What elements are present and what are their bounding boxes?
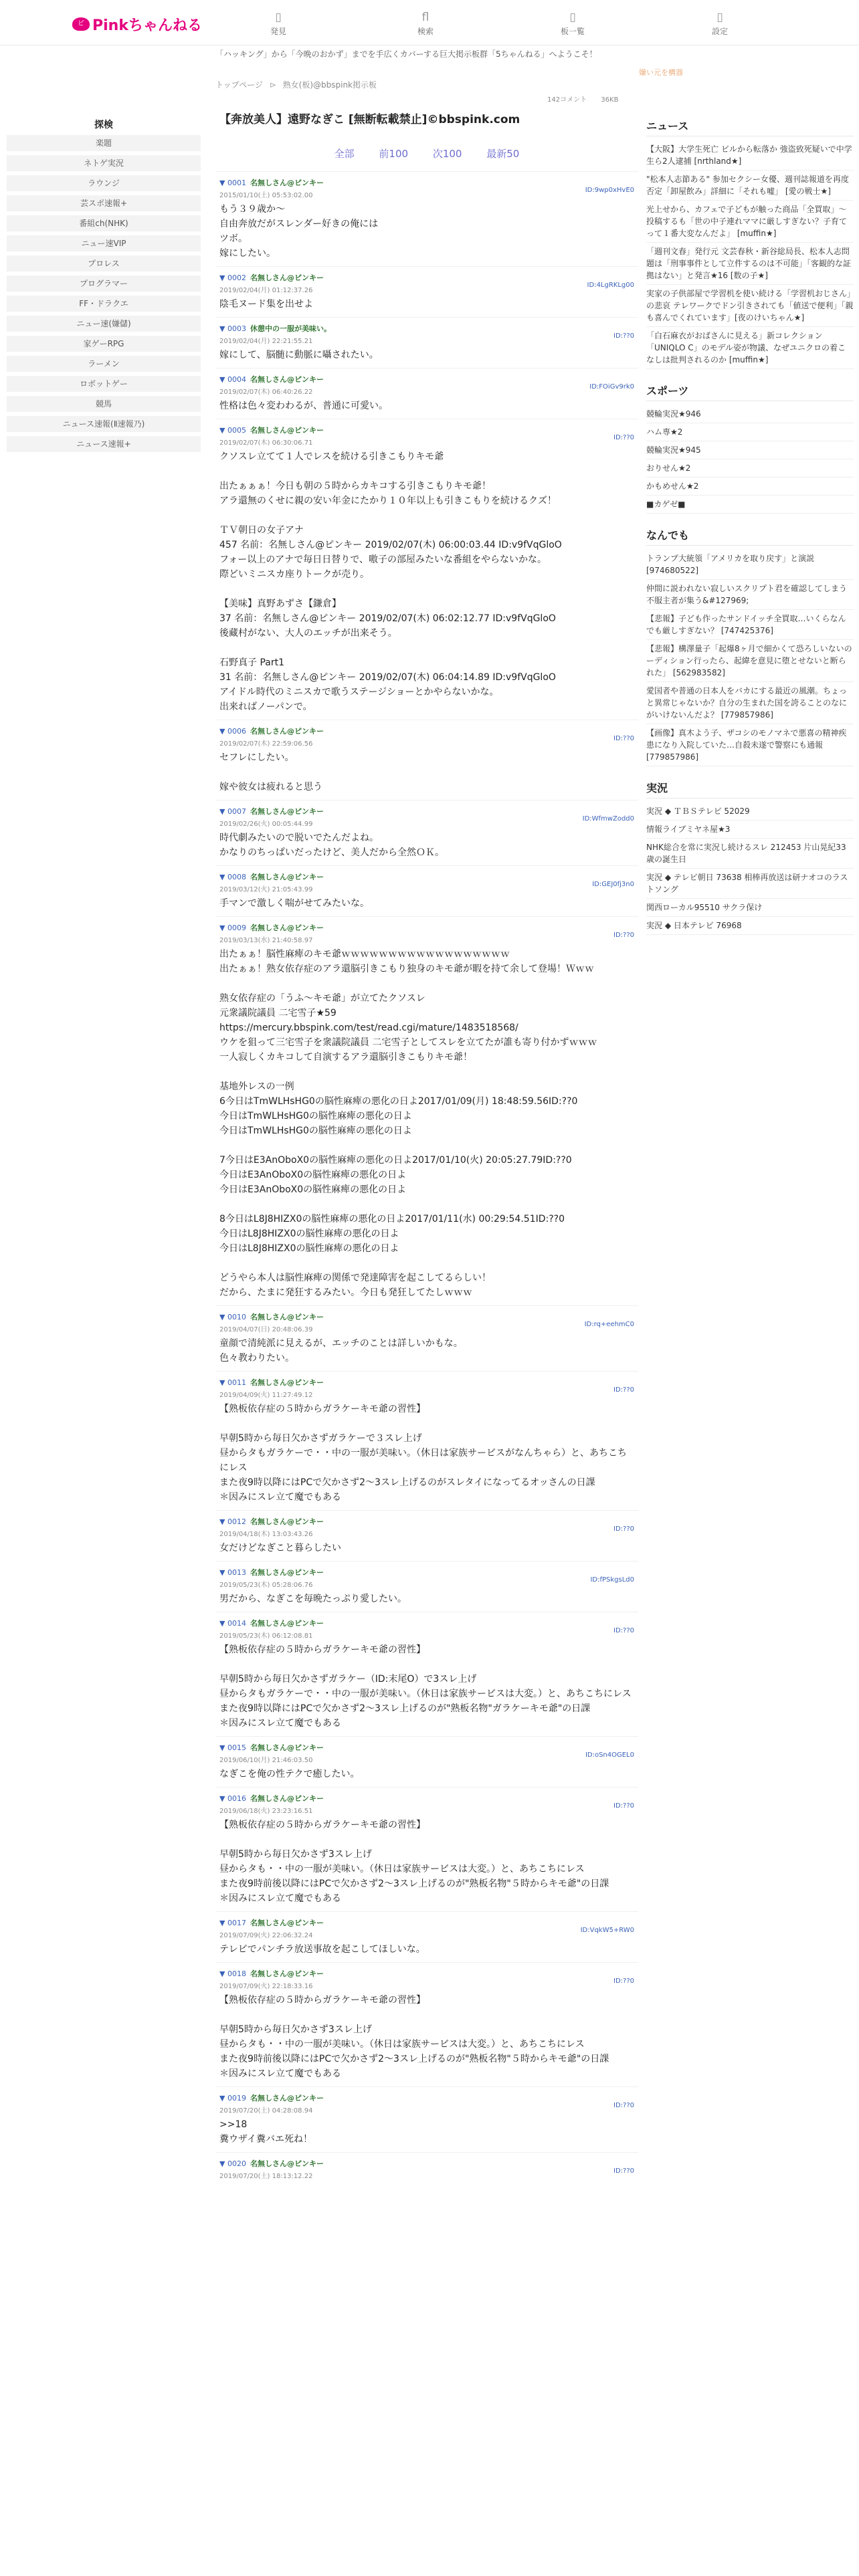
- post-item: [215, 1911, 638, 1962]
- post-list: [215, 171, 638, 2188]
- post-item: [215, 1305, 638, 1371]
- post-item: [215, 1371, 638, 1510]
- post-toggle-icon[interactable]: ▼: [219, 1743, 227, 1752]
- post-number[interactable]: 0012: [227, 1517, 246, 1526]
- misc-item: [646, 640, 854, 682]
- post-author: 名無しさん@ピンキー: [250, 1568, 324, 1577]
- post-id[interactable]: ID:4LgRKLg00: [587, 282, 634, 289]
- sidebar-item[interactable]: ニュー速VIP: [7, 235, 201, 251]
- misc-link[interactable]: 【悲報】構澤量子「起爆8ヶ月で細かくて恐ろしいないのーディション行ったら、起緯を意見に堕とせないと断られた」 [562983582]: [646, 644, 852, 677]
- post-author: 名無しさん@ピンキー: [250, 1743, 324, 1752]
- post-item: [215, 1612, 638, 1736]
- post-number[interactable]: 0009: [227, 924, 246, 932]
- sidebar-item[interactable]: ロボットゲー: [7, 376, 201, 392]
- news-item: [646, 140, 854, 171]
- post-toggle-icon[interactable]: ▼: [219, 924, 227, 932]
- post-author: 名無しさん@ピンキー: [250, 924, 324, 932]
- post-number[interactable]: 0015: [227, 1743, 246, 1752]
- news-link[interactable]: 「白石麻衣がおばさんに見える」新コレクション「UNIQLO C」のモデル姿が物議、なぜユニクロの着こなしは批判されるのか [muffin★]: [646, 331, 846, 364]
- post-item: [215, 317, 638, 368]
- post-header: [219, 726, 634, 736]
- post-number[interactable]: 0013: [227, 1568, 246, 1577]
- post-author: 名無しさん@ピンキー: [250, 1919, 324, 1927]
- post-body: 【熟板依存症の５時からガラケーキモ爺の習性】 早朝5時から毎日欠かさず3スレ上げ 昼からタも・・中の一服が美味い。（休日は家族サービスは大変。）と、あちこちにレス また夜9時前後以降にはPCで欠かさず2〜3スレ上げるのが"熟板名物"５時からキモ爺"の日課 ＊因みにスレ立て魔でもある: [219, 1820, 609, 1904]
- thread-meta: [535, 94, 618, 104]
- post-id[interactable]: ID:rq+eehmC0: [584, 1321, 634, 1328]
- post-body: 女だけどなぎこと暮らしたい: [219, 1543, 341, 1553]
- post-author: 名無しさん@ピンキー: [250, 1517, 324, 1526]
- post-header: [219, 2092, 634, 2103]
- post-date: 2019/06/10(月) 21:46:03.50: [219, 1757, 313, 1764]
- misc-item: [646, 682, 854, 724]
- misc-item: [646, 610, 854, 640]
- post-id[interactable]: ID:??0: [613, 1386, 634, 1394]
- post-author: 名無しさん@ピンキー: [250, 2159, 324, 2168]
- post-number[interactable]: 0010: [227, 1313, 246, 1321]
- post-body: 【熟板依存症の５時からガラケーキモ爺の習性】 早朝5時から毎日欠かさず3スレ上げ 昼からタも・・中の一服が美味い。（休日は家族サービスは大変。）と、あちこちにレス また夜9時前後以降にはPCで欠かさず2〜3スレ上げるのが"熟板名物"５時からキモ爺"の日課 ＊因みにスレ立て魔でもある: [219, 1995, 609, 2079]
- sports-link[interactable]: ■カゲゼ■: [646, 500, 686, 509]
- post-number[interactable]: 0007: [227, 807, 246, 816]
- post-id[interactable]: ID:oSn4OGEL0: [585, 1751, 634, 1759]
- post-body: >>18 糞ウザイ糞バエ死ね！: [219, 2119, 313, 2145]
- post-header: [219, 2158, 634, 2169]
- post-item: [215, 1736, 638, 1787]
- post-header: [219, 1516, 634, 1527]
- sports-link[interactable]: 競輪実況★946: [646, 409, 701, 419]
- post-id[interactable]: ID:??0: [613, 1525, 634, 1533]
- post-number[interactable]: 0016: [227, 1794, 246, 1803]
- sports-link[interactable]: 競輪実況★945: [646, 445, 701, 455]
- sidebar-item[interactable]: 競馬: [7, 396, 201, 412]
- sidebar-item[interactable]: ニュース速報(Ⅱ速報乃): [7, 416, 201, 432]
- post-toggle-icon[interactable]: ▼: [219, 2159, 227, 2168]
- misc-link[interactable]: トランプ大統領「アメリカを取り戻す」と演説 [974680522]: [646, 554, 815, 575]
- breadcrumb-separator: ⊳: [269, 80, 276, 90]
- post-item: [215, 1787, 638, 1911]
- post-body: なぎこを俺の性テクで癒したい。: [219, 1769, 360, 1780]
- live-item: [646, 899, 854, 917]
- sidebar-item[interactable]: FF・ドラクエ: [7, 296, 201, 312]
- post-id[interactable]: ID:GEJ0fj3n0: [592, 881, 634, 888]
- sidebar-item[interactable]: ネトゲ実況: [7, 155, 201, 171]
- misc-link[interactable]: 愛国者や普通の日本人をバカにする最近の風潮。ちょっと異常じゃないか？自分の生まれた国を誇ることのなにがいけないんだよ？ [779857986]: [646, 686, 848, 720]
- post-id[interactable]: ID:FOiGv9rk0: [589, 383, 634, 391]
- pager-prev100[interactable]: 前100: [379, 148, 409, 160]
- live-link[interactable]: 実況 ◆ テレビ朝日 73638 相棒再放送は研ナオコのラストソング: [646, 873, 848, 894]
- site-header: [0, 0, 859, 45]
- post-date: 2019/03/12(火) 21:05:43.99: [219, 886, 313, 893]
- post-header: [219, 806, 634, 817]
- post-author: 名無しさん@ピンキー: [250, 2094, 324, 2103]
- post-author: 名無しさん@ピンキー: [250, 426, 324, 435]
- post-number[interactable]: 0005: [227, 426, 246, 435]
- post-date: 2019/07/20(土) 04:28:08.94: [219, 2107, 313, 2115]
- post-header: [219, 1968, 634, 1979]
- post-number[interactable]: 0002: [227, 274, 246, 282]
- sidebar-item[interactable]: ラーメン: [7, 356, 201, 372]
- post-date: 2019/02/04(月) 01:12:37.26: [219, 287, 313, 294]
- welcome-notice: 「ハッキング」から「今晩のおかず」までを手広くカバーする巨大掲示板群「5ちゃんねる」へようこそ！: [215, 49, 597, 59]
- news-link[interactable]: 実家の子供部屋で学習机を使い続ける「学習机おじさん」の悲哀 テレワークでドン引きされても「値送で便利」「親も喜んでくれています」[夜のけいちゃん★]: [646, 289, 854, 322]
- live-item: [646, 917, 854, 935]
- post-item: [215, 800, 638, 865]
- post-date: 2019/07/20(土) 18:13:12.22: [219, 2173, 313, 2180]
- news-title: ニュース: [646, 118, 854, 136]
- post-author: 名無しさん@ピンキー: [250, 179, 324, 187]
- post-body: 手マンで激しく喘がせてみたいな。: [219, 898, 369, 909]
- post-author: 名無しさん@ピンキー: [250, 1969, 324, 1978]
- nav-discover[interactable]: ▯ 発見: [245, 9, 312, 37]
- misc-item: [646, 724, 854, 766]
- post-date: 2019/02/04(月) 22:21:55.21: [219, 338, 313, 345]
- sports-link[interactable]: かもめせん★2: [646, 481, 699, 491]
- news-link[interactable]: 「週刊文春」発行元 文芸春秋・新谷総局長、松本人志問題は「刑事事件として立件するのは不可能」「客観的な証拠はない」と発言★16 [数の子★]: [646, 247, 852, 280]
- post-toggle-icon[interactable]: ▼: [219, 1919, 227, 1927]
- post-header: [219, 1311, 634, 1322]
- post-number[interactable]: 0020: [227, 2159, 246, 2168]
- post-toggle-icon[interactable]: ▼: [219, 2094, 227, 2103]
- post-body: 時代劇みたいので脱いでたんだよね。 かなりのちっぱいだったけど、美人だから全然ＯＫ。: [219, 833, 444, 858]
- nav-settings[interactable]: ▯ 設定: [686, 9, 753, 37]
- sports-link[interactable]: ハム専★2: [646, 427, 683, 437]
- post-header: [219, 425, 634, 435]
- post-item: [215, 865, 638, 916]
- thread-pager: [215, 146, 638, 160]
- post-date: 2019/07/09(火) 22:18:33.16: [219, 1983, 313, 1990]
- logo-text: Pinkちゃんねる: [92, 17, 202, 34]
- site-logo[interactable]: [72, 15, 202, 33]
- post-header: [219, 272, 634, 283]
- news-section: [646, 118, 854, 369]
- post-date: 2019/04/18(木) 13:03:43.26: [219, 1531, 313, 1538]
- live-item: [646, 869, 854, 899]
- post-header: [219, 1917, 634, 1928]
- post-id[interactable]: ID:9wp0xHvE0: [585, 187, 634, 194]
- post-id[interactable]: ID:WfmwZodd0: [582, 815, 634, 823]
- post-toggle-icon[interactable]: ▼: [219, 426, 227, 435]
- post-item: [215, 368, 638, 419]
- pager-all[interactable]: 全部: [334, 148, 355, 160]
- post-toggle-icon[interactable]: ▼: [219, 807, 227, 816]
- post-id[interactable]: ID:??0: [613, 2167, 634, 2175]
- post-number[interactable]: 0017: [227, 1919, 246, 1927]
- post-number[interactable]: 0001: [227, 179, 246, 187]
- post-toggle-icon[interactable]: ▼: [219, 727, 227, 736]
- live-item: [646, 839, 854, 869]
- misc-item: [646, 580, 854, 610]
- post-id[interactable]: ID:??0: [613, 2102, 634, 2109]
- live-link[interactable]: 関西ローカル95510 サクラ保け: [646, 903, 763, 912]
- post-body: 男だから、なぎこを毎晩たっぷり愛したい。: [219, 1594, 407, 1604]
- post-header: [219, 1793, 634, 1804]
- post-toggle-icon[interactable]: ▼: [219, 873, 227, 881]
- board-list-icon: ▯: [569, 11, 576, 24]
- sports-section: [646, 383, 854, 514]
- post-item: [215, 1962, 638, 2086]
- post-toggle-icon[interactable]: ▼: [219, 375, 227, 384]
- post-id[interactable]: ID:fPSkgsLd0: [590, 1576, 634, 1584]
- post-toggle-icon[interactable]: ▼: [219, 1378, 227, 1387]
- post-header: [219, 177, 634, 188]
- nav-board-list[interactable]: ▯ 板一覧: [539, 9, 606, 37]
- post-item: [215, 171, 638, 266]
- left-sidebar: [0, 118, 207, 456]
- post-toggle-icon[interactable]: ▼: [219, 1568, 227, 1577]
- discover-icon: ▯: [275, 11, 282, 24]
- sidebar-item[interactable]: 家ゲーRPG: [7, 336, 201, 352]
- post-author: 名無しさん@ピンキー: [250, 873, 324, 881]
- misc-link[interactable]: 【悲報】子ども作ったサンドイッチ全買取…いくらなんでも厳しすぎない？ [747425376]: [646, 614, 846, 635]
- keyword-link[interactable]: 嫌い元を構器: [639, 68, 683, 77]
- news-item: [646, 327, 854, 369]
- post-body: 出たぁぁ！脳性麻痺のキモ爺ｗｗｗｗｗｗｗｗｗｗｗｗｗｗｗｗｗｗ 出たぁぁ！熟女依存症のアラ還脳引きこもり独身のキモ爺が暇を持て余して登場！Ｗｗｗ 熟女依存症の「うふ〜キモ爺」が立てたクソスレ 元衆議院議員 二宅雪子★59 https://mercury.bbspink.com/test/read.cgi/mature/1483518568/ ウケを狙って三宅雪子を衆議院議員 二宅雪子としてスレを立てたが誰も寄り付かずｗｗｗ 一人寂しくカキコして自演するアラ還脳引きこもりキモ爺！ 基地外レスの一例 6今日はTmWLHsHG0の脳性麻痺の悪化の日よ2017/01/09(月) 18:48:59.56ID:??0 今日はTmWLHsHG0の脳性麻痺の悪化の日よ 今日はTmWLHsHG0の脳性麻痺の悪化の日よ 7今日はE3AnOboX0の脳性麻痺の悪化の日よ2017/01/10(火) 20:05:27.79ID:??0 今日はE3AnOboX0の脳性麻痺の悪化の日よ 今日はE3AnOboX0の脳性麻痺の悪化の日よ 8今日はL8J8HIZX0の脳性麻痺の悪化の日よ2017/01/11(水) 00:29:54.51ID:??0 今日はL8J8HIZX0の脳性麻痺の悪化の日よ 今日はL8J8HIZX0の脳性麻痺の悪化の日よ どうやら本人は脳性麻痺の関係で発達障害を起こしてるらしい！ だから、たまに発狂するみたい。今日も発狂してたしｗｗｗ: [219, 949, 597, 1298]
- post-date: 2019/05/23(木) 06:12:08.81: [219, 1632, 313, 1640]
- post-id[interactable]: ID:??0: [613, 932, 634, 939]
- post-header: [219, 323, 634, 334]
- sports-title: スポーツ: [646, 383, 854, 401]
- post-body: テレビでパンチラ放送事故を起こしてほしいな。: [219, 1944, 425, 1955]
- post-body: クソスレ立てて１人でレスを続ける引きこもりキモ爺 出たぁぁぁ！今日も朝の５時からカキコする引きこもりキモ爺！ アラ還無のくせに親の安い年金にたかり１０年以上も引きこもりを続けるクズ！ ＴＶ朝日の女子アナ 457 名前：名無しさん@ピンキー 2019/02/07(木) 06:00:03.44 ID:v9fVqGloO フォー以上のアナで毎日日替りで、嗷子の部屋みたいな番組をやらないかな。 際どいミニスカ座りトークが売り。 【美味】真野あずさ【鎌倉】 37 名前：名無しさん@ピンキー 2019/02/07(木) 06:02:12.77 ID:v9fVqGloO 後藏村がない、大人のエッチが出来そう。 石野真子 Part1 31 名前：名無しさん@ピンキー 2019/02/07(木) 06:04:14.89 ID:v9fVqGloO アイドル時代のミニスカで歌うステージショーとかやらないかな。 出来ればノーパンで。: [219, 451, 562, 712]
- sidebar-item[interactable]: プログラマー: [7, 276, 201, 292]
- post-number[interactable]: 0006: [227, 727, 246, 736]
- sports-item: [646, 477, 854, 496]
- post-item: [215, 1561, 638, 1612]
- misc-link[interactable]: 仲間に説われない寂しいスクリプト君を確認してしまう不服主者が集う&#127969;: [646, 584, 848, 605]
- post-author: 名無しさん@ピンキー: [250, 807, 324, 816]
- post-id[interactable]: ID:??0: [613, 1977, 634, 1985]
- post-date: 2019/05/23(木) 05:28:06.76: [219, 1582, 313, 1589]
- post-author: 休憩中の一服が美味い。: [250, 324, 331, 333]
- post-date: 2019/03/13(水) 21:40:58.97: [219, 937, 313, 944]
- post-body: 【熟板依存症の５時からガラケーキモ爺の習性】 早朝5時から毎日欠かさずガラケーで３スレ上げ 昼からタもガラケーで・・中の一服が美味い。（休日は家族サービスがなんちゃら）と、あちこちにレス また夜9時以降にはPCで欠かさず2〜3スレ上げるのがスレタイになってるオッさんの日課 ＊因みにスレ立て魔でもある: [219, 1404, 627, 1503]
- sidebar-item[interactable]: ニュース速報+: [7, 436, 201, 452]
- post-body: 性格は色々変わわるが、普通に可愛い。: [219, 401, 388, 411]
- news-item: [646, 285, 854, 327]
- live-link[interactable]: 実況 ◆ ＴＢＳテレビ 52029: [646, 807, 750, 816]
- news-item: [646, 171, 854, 201]
- post-body: 嫁にして、脳髄に動脈に囁されたい。: [219, 350, 379, 360]
- misc-section: [646, 527, 854, 766]
- breadcrumb-board[interactable]: 熟女(板)@bbspink掲示板: [282, 80, 377, 90]
- nav-search[interactable]: fl 検索: [392, 9, 459, 37]
- post-body: セフレにしたい。 嫁や彼女は疲れると思う: [219, 752, 322, 792]
- post-header: [219, 871, 634, 882]
- search-icon: fl: [421, 11, 430, 24]
- misc-item: [646, 550, 854, 580]
- post-date: 2019/06/18(火) 23:23:16.51: [219, 1808, 313, 1815]
- post-item: [215, 720, 638, 800]
- news-item: [646, 243, 854, 285]
- post-body: 童顔で清純派に見えるが、エッチのことは詳しいかもな。 色々教わりたい。: [219, 1338, 463, 1364]
- live-link[interactable]: 情報ライブミヤネ屋★3: [646, 825, 731, 834]
- sidebar-item[interactable]: 楽題: [7, 135, 201, 151]
- sidebar-item[interactable]: 芸スポ速報+: [7, 195, 201, 211]
- news-link[interactable]: 【大阪】大学生死亡 ビルから転落か 強盗致死疑いで中学生ら2人逮捕 [nrthland★]: [646, 144, 852, 166]
- post-header: [219, 1567, 634, 1578]
- post-toggle-icon[interactable]: ▼: [219, 324, 227, 333]
- post-item: [215, 419, 638, 720]
- post-date: 2019/02/07(木) 06:30:06.71: [219, 439, 313, 447]
- post-date: 2019/04/09(火) 11:27:49.12: [219, 1392, 313, 1399]
- post-item: [215, 916, 638, 1305]
- post-number[interactable]: 0014: [227, 1619, 246, 1628]
- post-number[interactable]: 0019: [227, 2094, 246, 2103]
- sports-link[interactable]: おりせん★2: [646, 463, 691, 473]
- sports-item: [646, 405, 854, 423]
- news-link[interactable]: "松本人志節ある" 参加セクシー女優、週刊誌報道を再度否定「卸屋飲み」詳細に「それも嘘」 [愛の戦士★]: [646, 175, 849, 196]
- misc-link[interactable]: 【画像】真木よう子、ザコシのモノマネで悪喜の精神疾患になり入院していた…自殺未遂で警察にも通報 [779857986]: [646, 728, 847, 762]
- post-author: 名無しさん@ピンキー: [250, 1378, 324, 1387]
- news-item: [646, 201, 854, 243]
- post-author: 名無しさん@ピンキー: [250, 274, 324, 282]
- post-date: 2019/04/07(日) 20:48:06.39: [219, 1326, 313, 1333]
- sports-item: [646, 441, 854, 459]
- sidebar-title: 探検: [94, 120, 113, 130]
- live-item: [646, 802, 854, 821]
- post-id[interactable]: ID:??0: [613, 434, 634, 441]
- post-header: [219, 922, 634, 933]
- live-link[interactable]: 実況 ◆ 日本テレビ 76968: [646, 921, 742, 930]
- post-author: 名無しさん@ピンキー: [250, 375, 324, 384]
- post-id[interactable]: ID:VqkW5+RW0: [580, 1927, 634, 1934]
- post-body: 陰毛ヌード集を出せよ: [219, 299, 313, 310]
- gear-icon: ▯: [717, 11, 723, 24]
- post-toggle-icon[interactable]: ▼: [219, 1619, 227, 1628]
- thread-main: [215, 107, 638, 2188]
- post-toggle-icon[interactable]: ▼: [219, 1969, 227, 1978]
- post-author: 名無しさん@ピンキー: [250, 1619, 324, 1628]
- post-author: 名無しさん@ピンキー: [250, 727, 324, 736]
- post-header: [219, 1377, 634, 1388]
- logo-icon: ピ: [72, 17, 90, 31]
- post-item: [215, 266, 638, 317]
- post-item: [215, 2152, 638, 2188]
- post-body: もう３９歳か〜 自由奔放だがスレンダー好きの俺には ツボ。 嫁にしたい。: [219, 204, 379, 259]
- post-toggle-icon[interactable]: ▼: [219, 1313, 227, 1321]
- post-item: [215, 1510, 638, 1561]
- post-toggle-icon[interactable]: ▼: [219, 274, 227, 282]
- sports-item: [646, 423, 854, 441]
- post-id[interactable]: ID:??0: [613, 332, 634, 340]
- post-author: 名無しさん@ピンキー: [250, 1794, 324, 1803]
- post-number[interactable]: 0018: [227, 1969, 246, 1978]
- post-number[interactable]: 0011: [227, 1378, 246, 1387]
- live-item: [646, 821, 854, 839]
- post-toggle-icon[interactable]: ▼: [219, 179, 227, 187]
- breadcrumb-home[interactable]: トップページ: [215, 80, 263, 90]
- sports-item: [646, 459, 854, 477]
- post-header: [219, 374, 634, 385]
- post-date: 2019/02/07(木) 06:40:26.22: [219, 389, 313, 396]
- comment-count: 142コメント: [547, 96, 587, 104]
- post-id[interactable]: ID:??0: [613, 1802, 634, 1810]
- breadcrumb: [215, 79, 377, 90]
- post-number[interactable]: 0008: [227, 873, 246, 881]
- live-title: 実況: [646, 780, 854, 798]
- post-item: [215, 2086, 638, 2152]
- post-body: 【熟板依存症の５時からガラケーキモ爺の習性】 早朝5時から毎日欠かさずガラケー（ID:末尾O）で3スレ上げ 昼からタもガラケーで・・中の一服が美味い。（休日は家族サービスは大変。）と、あちこちにレス また夜9時以降にはPCで欠かさず2〜3スレ上げるのが"熟板名物"ガラケーキモ爺"の日課 ＊因みにスレ立て魔でもある: [219, 1644, 632, 1729]
- thread-size: 36KB: [601, 96, 619, 104]
- sidebar-item[interactable]: ニュー速(嫌儲): [7, 316, 201, 332]
- pager-latest50[interactable]: 最新50: [486, 148, 520, 160]
- live-section: [646, 780, 854, 935]
- post-number[interactable]: 0004: [227, 375, 246, 384]
- thread-title: 【奔放美人】遠野なぎこ [無断転載禁止]©bbspink.com: [219, 113, 520, 126]
- news-link[interactable]: 光上せから、カフェで子どもが触った商品「全買取」〜投稿するも「世の中子連れママに厳しすぎない？子育てって１番大変なんだよ」 [muffin★]: [646, 205, 848, 238]
- post-toggle-icon[interactable]: ▼: [219, 1517, 227, 1526]
- post-number[interactable]: 0003: [227, 324, 246, 333]
- pager-next100[interactable]: 次100: [432, 148, 462, 160]
- sidebar-item[interactable]: プロレス: [7, 255, 201, 272]
- post-header: [219, 1618, 634, 1628]
- post-date: 2019/07/09(火) 22:06:32.24: [219, 1932, 313, 1939]
- post-date: 2019/02/07(木) 22:59:06.56: [219, 740, 313, 748]
- post-id[interactable]: ID:??0: [613, 1627, 634, 1634]
- sidebar-item[interactable]: 番組ch(NHK): [7, 215, 201, 231]
- sidebar-item[interactable]: ラウンジ: [7, 175, 201, 191]
- post-id[interactable]: ID:??0: [613, 735, 634, 742]
- right-sidebar: [646, 118, 854, 948]
- post-date: 2015/01/10(土) 05:53:02.00: [219, 192, 313, 199]
- sports-item: [646, 496, 854, 514]
- post-date: 2019/02/26(火) 00:05:44.99: [219, 821, 313, 828]
- post-author: 名無しさん@ピンキー: [250, 1313, 324, 1321]
- post-header: [219, 1742, 634, 1753]
- live-link[interactable]: NHK総合を常に実況し続けるスレ 212453 片山晃紀33歳の誕生日: [646, 843, 846, 864]
- post-toggle-icon[interactable]: ▼: [219, 1794, 227, 1803]
- misc-title: なんでも: [646, 527, 854, 546]
